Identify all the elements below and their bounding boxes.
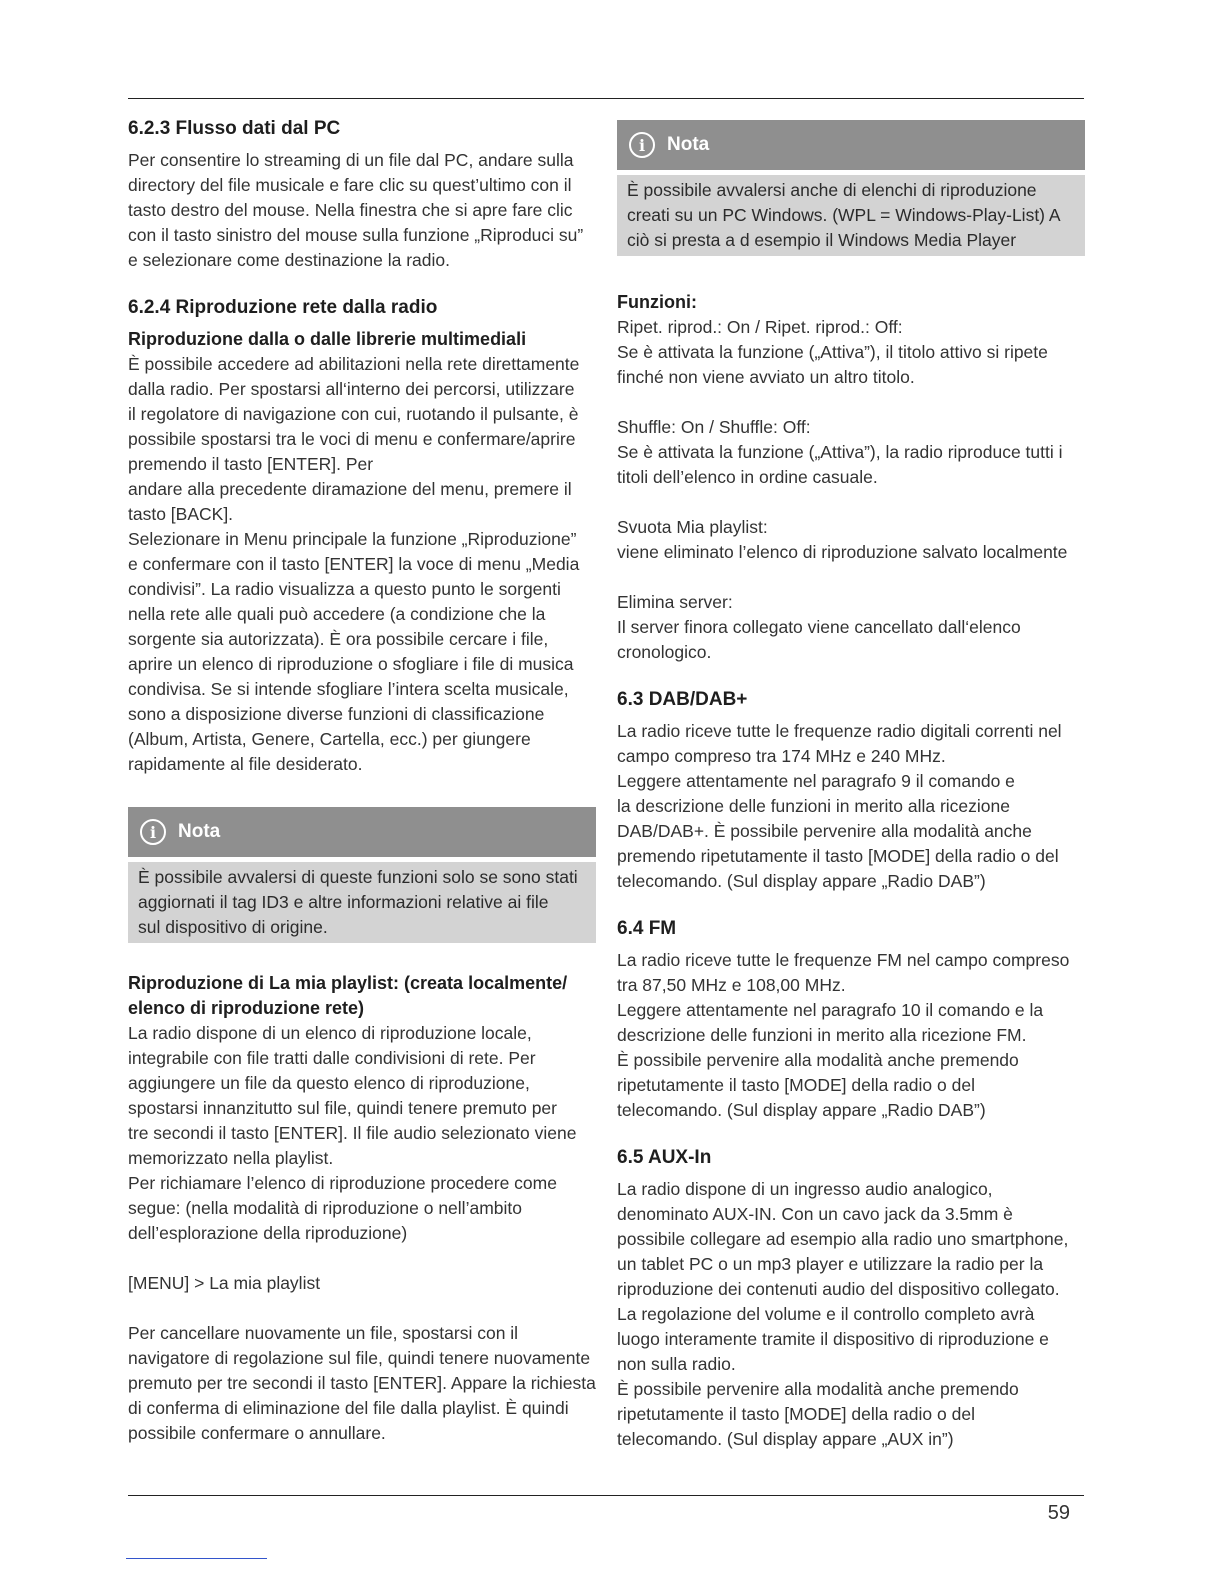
top-rule (128, 98, 1084, 99)
section-body-6-4: La radio riceve tutte le frequenze FM nel campo compreso tra 87,50 MHz e 108,00 MHz. Leggere attentamente nel paragrafo 10 il comando e la descrizione delle funzioni in merito alla ricezione FM. È possibile pervenire alla modalità anche premendo ripetutamente il tasto [MODE] della radio o del telecomando. (Sul display appare „Radio DAB”) (617, 950, 1070, 1120)
section-title-6-2-3: 6.2.3 Flusso dati dal PC (128, 118, 341, 139)
note-text: È possibile avvalersi anche di elenchi di riproduzione creati su un PC Windows. (WPL = Windows-Play-List) A ciò si presta a d esempio il Windows Media Player (627, 180, 1061, 250)
info-icon: i (629, 132, 655, 158)
note-body (128, 862, 596, 943)
section-title-6-5: 6.5 AUX-In (617, 1147, 712, 1168)
note-header (617, 120, 1085, 170)
note-title: Nota (178, 821, 221, 842)
note-header (128, 807, 596, 857)
info-icon: i (140, 819, 166, 845)
note-box-left (128, 807, 596, 943)
elimina-label: Elimina server: (617, 592, 733, 612)
note-box-right (617, 120, 1085, 256)
repeat-body: Se è attivata la funzione („Attiva”), il titolo attivo si ripete finché non viene avviato un altro titolo. (617, 342, 1048, 387)
elimina-body: Il server finora collegato viene cancellato dall‘elenco cronologico. (617, 617, 1021, 662)
subsection-title-libraries: Riproduzione dalla o dalle librerie multimediali (128, 329, 527, 349)
funzioni-title: Funzioni: (617, 292, 697, 312)
section-title-6-3: 6.3 DAB/DAB+ (617, 689, 748, 710)
section-body-6-2-4: È possibile accedere ad abilitazioni nella rete direttamente dalla radio. Per spostarsi all‘interno dei percorsi, utilizzare il regolatore di navigazione con cui, ruotando il pulsante, è possibile spostarsi tra le voci di menu e confermare/aprire premendo il tasto [ENTER]. Per andare alla precedente diramazione del menu, premere il tasto [BACK]. Selezionare in Menu principale la funzione „Riproduzione” e confermare con il tasto [ENTER] la voce di menu „Media condivisi”. La radio visualizza a questo punto le sorgenti nella rete alle quali può accedere (a condizione che la sorgente sia autorizzata). È ora possibile cercare i file, aprire un elenco di riproduzione o sfogliare i file di musica condivisa. Se si intende sfogliare l’intera scelta musicale, sono a disposizione diverse funzioni di classificazione (Album, Artista, Genere, Cartella, ecc.) per giungere rapidamente al file desiderato. (128, 354, 580, 774)
section-title-6-4: 6.4 FM (617, 918, 677, 939)
section-title-6-2-4: 6.2.4 Riproduzione rete dalla radio (128, 297, 438, 318)
note-title: Nota (667, 134, 710, 155)
section-body-6-3: La radio riceve tutte le frequenze radio digitali correnti nel campo compreso tra 174 MHz e 240 MHz. Leggere attentamente nel paragrafo 9 il comando e la descrizione delle funzioni in merito alla ricezione DAB/DAB+. È possibile pervenire alla modalità anche premendo ripetutamente il tasto [MODE] della radio o del telecomando. (Sul display appare „Radio DAB”) (617, 721, 1062, 891)
repeat-label: Ripet. riprod.: On / Ripet. riprod.: Off: (617, 317, 903, 337)
svuota-body: viene eliminato l’elenco di riproduzione salvato localmente (617, 542, 1068, 562)
section-body-6-5: La radio dispone di un ingresso audio analogico, denominato AUX-IN. Con un cavo jack da 3.5mm è possibile collegare ad esempio alla radio uno smartphone, un tablet PC o un mp3 player e utilizzare la radio per la riproduzione dei contenuti audio del dispositivo collegato. La regolazione del volume e il controllo completo avrà luogo interamente tramite il dispositivo di riproduzione e non sulla radio. È possibile pervenire alla modalità anche premendo ripetutamente il tasto [MODE] della radio o del telecomando. (Sul display appare „AUX in”) (617, 1179, 1069, 1449)
footer-link-line (126, 1558, 267, 1559)
section-body-6-2-3: Per consentire lo streaming di un file dal PC, andare sulla directory del file musicale e fare clic su quest’ultimo con il tasto destro del mouse. Nella finestra che si apre fare clic con il tasto sinistro del mouse sulla funzione „Riproduci su” e selezionare come destinazione la radio. (128, 150, 584, 270)
page-number: 59 (1047, 1502, 1070, 1524)
playlist-title: Riproduzione di La mia playlist: (creata localmente/ elenco di riproduzione rete) (128, 973, 568, 1018)
shuffle-label: Shuffle: On / Shuffle: Off: (617, 417, 811, 437)
svuota-label: Svuota Mia playlist: (617, 517, 768, 537)
menu-path: [MENU] > La mia playlist (128, 1273, 321, 1293)
note-body (617, 175, 1085, 256)
note-text: È possibile avvalersi di queste funzioni solo se sono stati aggiornati il tag ID3 e altre informazioni relative ai file sul dispositivo di origine. (138, 867, 578, 937)
bottom-rule (128, 1495, 1084, 1496)
shuffle-body: Se è attivata la funzione („Attiva”), la radio riproduce tutti i titoli dell’elenco in ordine casuale. (617, 442, 1063, 487)
right-column (617, 120, 1085, 1452)
delete-body: Per cancellare nuovamente un file, spostarsi con il navigatore di regolazione sul file, quindi tenere nuovamente premuto per tre secondi il tasto [ENTER]. Appare la richiesta di conferma di eliminazione del file dalla playlist. È quindi possibile confermare o annullare. (128, 1323, 596, 1443)
playlist-body: La radio dispone di un elenco di riproduzione locale, integrabile con file tratti dalle condivisioni di rete. Per aggiungere un file da questo elenco di riproduzione, spostarsi innanzitutto sul file, quindi tenere premuto per tre secondi il tasto [ENTER]. Il file audio selezionato viene memorizzato nella playlist. Per richiamare l’elenco di riproduzione procedere come segue: (nella modalità di riproduzione o nell’ambito dell’esplorazione della riproduzione) (128, 1023, 577, 1243)
left-column (128, 116, 596, 1446)
